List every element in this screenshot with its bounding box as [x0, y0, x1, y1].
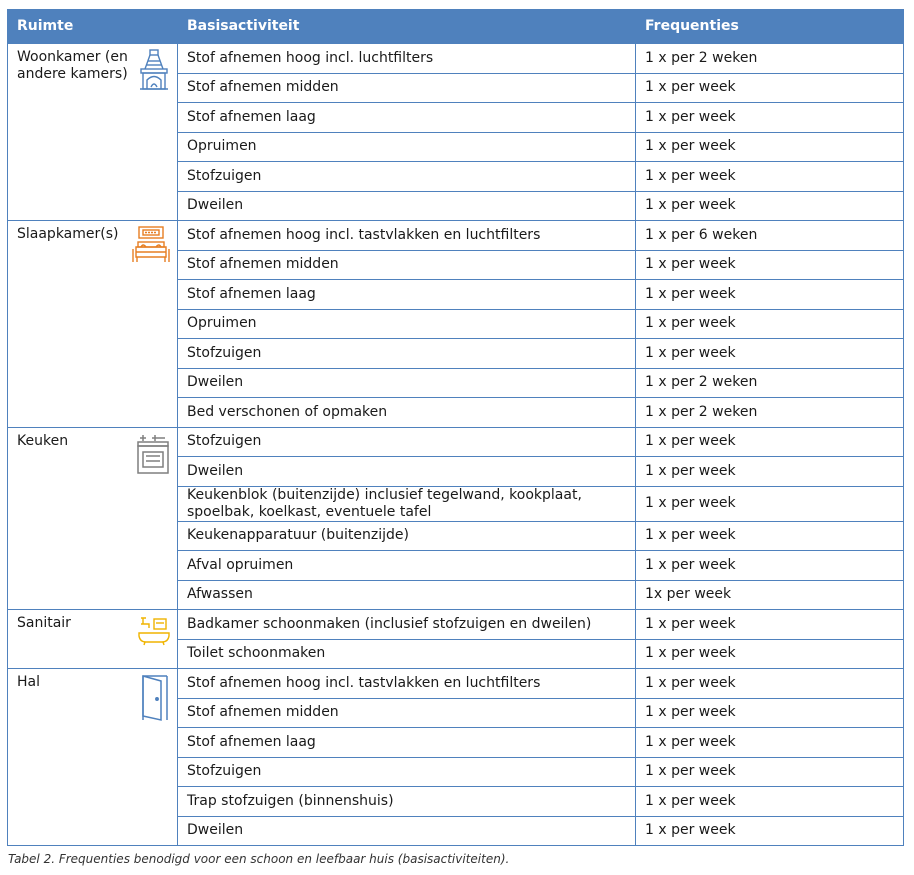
- frequency-cell: 1 x per week: [636, 132, 904, 162]
- activity-cell: Stof afnemen hoog incl. tastvlakken en luchtfilters: [178, 669, 636, 699]
- activity-cell: Opruimen: [178, 309, 636, 339]
- room-cell: [8, 427, 178, 610]
- stove-icon: [135, 433, 171, 480]
- room-name: Woonkamer (en andere kamers): [17, 49, 128, 82]
- frequency-cell: 1 x per week: [636, 728, 904, 758]
- activity-cell: Dweilen: [178, 457, 636, 487]
- activity-cell: Stof afnemen hoog incl. tastvlakken en luchtfilters: [178, 221, 636, 251]
- activity-cell: Keukenblok (buitenzijde) inclusief tegelwand, kookplaat, spoelbak, koelkast, eventuele tafel: [178, 486, 636, 521]
- frequency-cell: 1 x per week: [636, 457, 904, 487]
- activity-cell: Opruimen: [178, 132, 636, 162]
- activity-cell: Dweilen: [178, 191, 636, 221]
- frequency-cell: 1 x per week: [636, 250, 904, 280]
- activity-cell: Toilet schoonmaken: [178, 639, 636, 669]
- frequency-cell: 1x per week: [636, 580, 904, 610]
- frequency-cell: 1 x per week: [636, 73, 904, 103]
- frequency-cell: 1 x per week: [636, 280, 904, 310]
- activity-cell: Stof afnemen laag: [178, 103, 636, 133]
- activity-cell: Dweilen: [178, 816, 636, 846]
- table-row: [8, 44, 904, 74]
- frequency-cell: 1 x per week: [636, 103, 904, 133]
- activity-cell: Stofzuigen: [178, 339, 636, 369]
- frequency-cell: 1 x per 2 weken: [636, 44, 904, 74]
- frequency-cell: 1 x per week: [636, 816, 904, 846]
- activity-cell: Afval opruimen: [178, 551, 636, 581]
- activity-cell: Stof afnemen laag: [178, 728, 636, 758]
- activity-cell: Stof afnemen hoog incl. luchtfilters: [178, 44, 636, 74]
- frequency-cell: 1 x per week: [636, 339, 904, 369]
- room-name: Hal: [17, 674, 40, 690]
- frequency-cell: 1 x per week: [636, 610, 904, 640]
- table-body: [8, 44, 904, 846]
- bed-icon: [131, 226, 171, 271]
- table-row: [8, 669, 904, 699]
- table-caption: Tabel 2. Frequenties benodigd voor een schoon en leefbaar huis (basisactiviteiten).: [8, 852, 510, 866]
- bathtub-icon: [137, 615, 171, 652]
- frequency-cell: 1 x per week: [636, 521, 904, 551]
- frequency-cell: 1 x per week: [636, 191, 904, 221]
- activity-cell: Stof afnemen midden: [178, 250, 636, 280]
- activity-cell: Keukenapparatuur (buitenzijde): [178, 521, 636, 551]
- header-basisactiviteit: Basisactiviteit: [178, 10, 636, 44]
- room-cell: [8, 221, 178, 428]
- table-header-row: [8, 10, 904, 44]
- frequency-cell: 1 x per week: [636, 427, 904, 457]
- frequency-table: [7, 9, 904, 846]
- activity-cell: Stofzuigen: [178, 757, 636, 787]
- activity-cell: Bed verschonen of opmaken: [178, 398, 636, 428]
- frequency-cell: 1 x per week: [636, 486, 904, 521]
- activity-cell: Stof afnemen laag: [178, 280, 636, 310]
- room-cell: [8, 669, 178, 846]
- frequency-cell: 1 x per 2 weken: [636, 398, 904, 428]
- activity-cell: Dweilen: [178, 368, 636, 398]
- activity-cell: Badkamer schoonmaken (inclusief stofzuigen en dweilen): [178, 610, 636, 640]
- room-cell: [8, 44, 178, 221]
- table-row: [8, 610, 904, 640]
- frequency-cell: 1 x per week: [636, 551, 904, 581]
- frequency-cell: 1 x per week: [636, 669, 904, 699]
- room-name: Sanitair: [17, 615, 71, 631]
- frequency-cell: 1 x per week: [636, 162, 904, 192]
- frequency-cell: 1 x per 2 weken: [636, 368, 904, 398]
- fireplace-icon: [137, 49, 171, 96]
- header-ruimte: Ruimte: [8, 10, 178, 44]
- activity-cell: Stof afnemen midden: [178, 73, 636, 103]
- frequency-cell: 1 x per week: [636, 639, 904, 669]
- room-cell: [8, 610, 178, 669]
- activity-cell: Stof afnemen midden: [178, 698, 636, 728]
- frequency-cell: 1 x per week: [636, 787, 904, 817]
- room-name: Keuken: [17, 432, 69, 449]
- frequency-cell: 1 x per week: [636, 757, 904, 787]
- header-frequenties: Frequenties: [636, 10, 904, 44]
- door-icon: [141, 674, 171, 727]
- frequency-cell: 1 x per 6 weken: [636, 221, 904, 251]
- frequency-cell: 1 x per week: [636, 698, 904, 728]
- activity-cell: Stofzuigen: [178, 427, 636, 457]
- activity-cell: Afwassen: [178, 580, 636, 610]
- table-row: [8, 221, 904, 251]
- frequency-cell: 1 x per week: [636, 309, 904, 339]
- room-name: Slaapkamer(s): [17, 226, 119, 242]
- activity-cell: Trap stofzuigen (binnenshuis): [178, 787, 636, 817]
- activity-cell: Stofzuigen: [178, 162, 636, 192]
- table-row: [8, 427, 904, 457]
